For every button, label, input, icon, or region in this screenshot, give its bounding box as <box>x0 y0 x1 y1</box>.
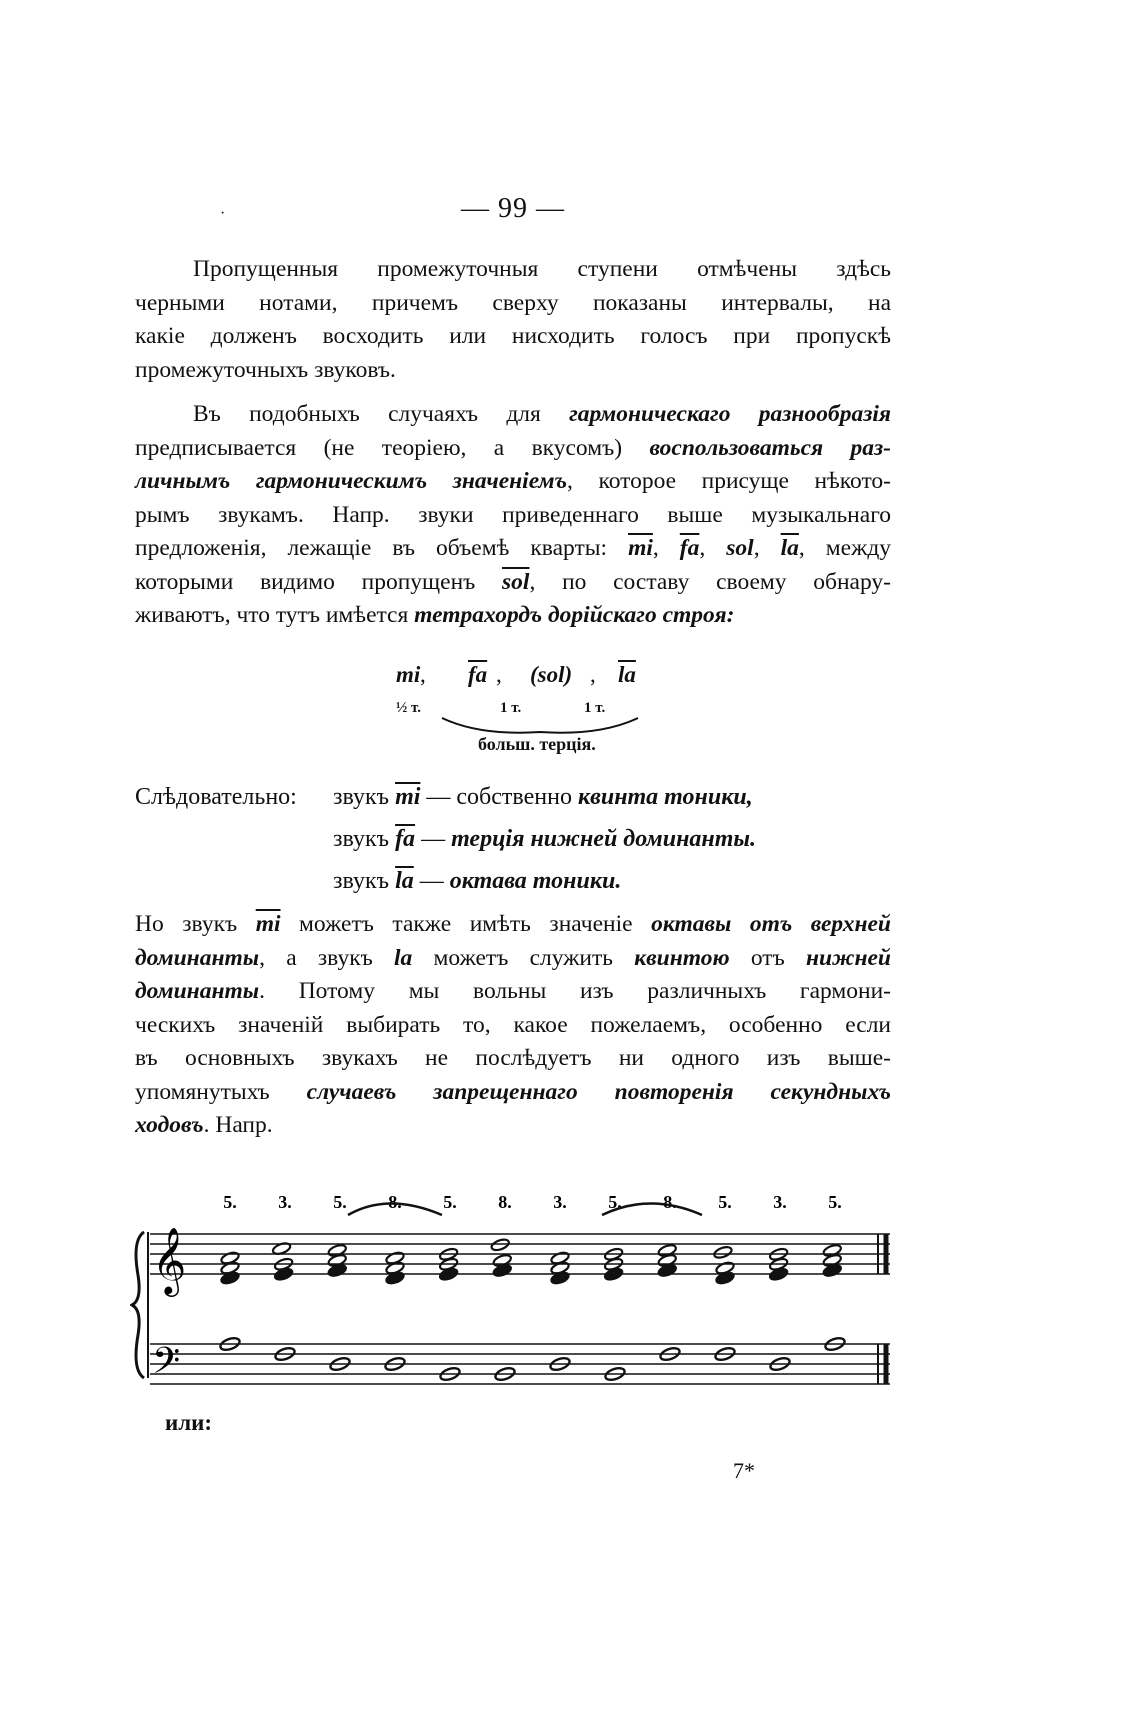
text-span: предписывается (не теоріею, а вкусомъ) <box>135 434 650 461</box>
paragraph-line <box>135 599 891 633</box>
paragraph-line: промежуточныхъ звуковъ. <box>135 356 396 383</box>
text-span: звукъ <box>333 868 390 894</box>
paragraph-line <box>135 975 891 1009</box>
chord-notes <box>219 1238 846 1383</box>
text-span: можетъ также имѣть значеніе <box>280 911 652 937</box>
text-span: . Напр. <box>203 1112 273 1138</box>
consequence-row <box>333 818 756 860</box>
text-span: звукъ <box>333 826 390 852</box>
consequence-row <box>333 776 753 818</box>
solfege-mi: $\overline{mi}$ <box>628 535 653 561</box>
comma: , <box>420 662 426 687</box>
emphasis-span: воспользоваться раз- <box>649 434 891 461</box>
paragraph-2 <box>135 398 891 633</box>
signature-mark: 7* <box>733 1458 755 1483</box>
interval-number: 3. <box>278 1192 292 1212</box>
comma: , <box>496 662 502 687</box>
paragraph-line <box>135 942 891 976</box>
text-span: отъ <box>729 944 806 971</box>
text-span: собственно <box>456 784 578 810</box>
bass-clef: 𝄢 <box>152 1340 181 1390</box>
consequently-block <box>135 776 895 916</box>
text-span: упомянутыхъ <box>135 1078 307 1105</box>
text-span: предложенія, лежащіе въ объемѣ кварты: <box>135 535 629 561</box>
paragraph-1 <box>135 253 891 387</box>
emphasis-span: доминанты <box>135 944 260 971</box>
solfege-sol: sol <box>726 535 754 561</box>
text-span: живаютъ, что тутъ имѣется <box>135 602 415 628</box>
text-span: . Потому мы вольны изъ различныхъ гармони- <box>259 978 891 1004</box>
page-number: — 99 — <box>461 193 565 224</box>
paragraph-line <box>135 432 891 466</box>
solfege-la: la <box>394 944 413 971</box>
paragraph-line: въ основныхъ звукахъ не послѣдуетъ ни одного изъ выше- <box>135 1045 891 1071</box>
emphasis-span: октавы отъ верхней <box>651 911 891 937</box>
text-span: , между <box>798 535 892 561</box>
solfege-fa: $\overline{fa}$ <box>679 535 700 561</box>
paragraph-line: Пропущенныя промежуточныя ступени отмѣчены здѣсь <box>193 256 891 282</box>
text-span: Но звукъ <box>135 911 256 937</box>
interval-numbers <box>223 1192 842 1212</box>
step-label: 1 т. <box>584 700 606 716</box>
music-score <box>130 1180 910 1390</box>
dash: — <box>426 784 451 810</box>
system-brace <box>132 1232 144 1378</box>
interval-number: 5. <box>223 1192 237 1212</box>
treble-notehead <box>713 1245 733 1260</box>
stray-dot: · <box>220 205 226 222</box>
interval-number: 5. <box>333 1192 347 1212</box>
interval-number: 8. <box>388 1192 402 1212</box>
tetrachord-figure <box>380 662 660 762</box>
consequently-label: Слѣдовательно: <box>135 784 297 810</box>
comma: , <box>590 662 596 687</box>
solfege-sol: $\overline{sol}$ <box>502 568 530 595</box>
tetrachord-note: $\overline{fa}$ <box>468 662 488 687</box>
interval-number: 8. <box>498 1192 512 1212</box>
solfege-la: $\overline{la}$ <box>780 535 799 561</box>
paragraph-3 <box>135 908 891 1143</box>
emphasis-span: гармоническаго разнообразія <box>569 401 891 427</box>
step-label: ½ т. <box>396 700 421 716</box>
emphasis-span: терція нижней доминанты. <box>451 826 757 852</box>
tetrachord-note: $\overline{la}$ <box>618 662 636 687</box>
emphasis-span: октава тоники. <box>449 868 622 894</box>
text-span: , по составу своему обнару- <box>529 568 891 595</box>
tetrachord-note: (sol) <box>530 662 573 687</box>
solfege-mi: $\overline{mi}$ <box>255 911 281 937</box>
text-span: , а звукъ <box>259 944 395 971</box>
interval-number: 5. <box>443 1192 457 1212</box>
solfege-fa: $\overline{fa}$ <box>395 826 416 852</box>
paragraph-line <box>135 1076 891 1110</box>
bass-staff <box>150 1344 890 1384</box>
interval-number: 3. <box>773 1192 787 1212</box>
text-span: звукъ <box>333 784 390 810</box>
solfege-mi: $\overline{mi}$ <box>395 784 421 810</box>
paragraph-line: рымъ звукамъ. Напр. звуки приведеннаго выше музыкальнаго <box>135 501 891 528</box>
interval-number: 5. <box>828 1192 842 1212</box>
solfege-la: $\overline{la}$ <box>395 868 414 894</box>
paragraph-line: ческихъ значеній выбирать то, какое пожелаемъ, особенно если <box>135 1011 891 1038</box>
consequence-row <box>333 860 621 902</box>
paragraph-line <box>135 465 891 499</box>
text-span: Въ подобныхъ случаяхъ для <box>193 401 570 427</box>
paragraph-line <box>135 398 891 432</box>
emphasis-span: ходовъ <box>135 1112 204 1138</box>
dash: — <box>419 868 444 894</box>
paragraph-line: какіе долженъ восходить или нисходить голосъ при пропускѣ <box>135 323 891 349</box>
interval-number: 8. <box>663 1192 677 1212</box>
emphasis-span: доминанты <box>135 978 260 1004</box>
step-label: 1 т. <box>500 700 522 716</box>
treble-clef: 𝄞 <box>152 1226 187 1294</box>
ili-label: или: <box>165 1410 213 1435</box>
paragraph-line: черными нотами, причемъ сверху показаны интервалы, на <box>135 289 891 316</box>
text-span: , которое присуще нѣкото- <box>567 468 891 494</box>
emphasis-span: квинтою <box>634 944 730 971</box>
emphasis-span: тетрахордъ дорійскаго строя: <box>414 602 735 628</box>
text-span: можетъ служить <box>412 944 635 971</box>
dash: — <box>421 826 446 852</box>
interval-number: 3. <box>553 1192 567 1212</box>
emphasis-span: личнымъ гармоническимъ значеніемъ <box>135 468 568 494</box>
interval-number: 5. <box>608 1192 622 1212</box>
treble-notehead <box>490 1238 510 1253</box>
emphasis-span: случаевъ запрещеннаго повторенія секундныхъ <box>306 1078 891 1105</box>
bracket-label: больш. терція. <box>478 734 596 754</box>
paragraph-line <box>135 1109 891 1143</box>
paragraph-line: предложенія, лежащіе въ объемѣ кварты: $\overline{mi}$, $\overline{fa}$, sol, $\overline{la}$, между <box>135 535 892 561</box>
emphasis-span: нижней <box>805 944 891 971</box>
paragraph-line <box>135 908 891 942</box>
interval-number: 5. <box>718 1192 732 1212</box>
tetrachord-note: mi <box>396 662 421 687</box>
emphasis-span: квинта тоники, <box>577 784 753 810</box>
text-span: которыми видимо пропущенъ <box>135 568 503 595</box>
paragraph-line <box>135 566 891 600</box>
